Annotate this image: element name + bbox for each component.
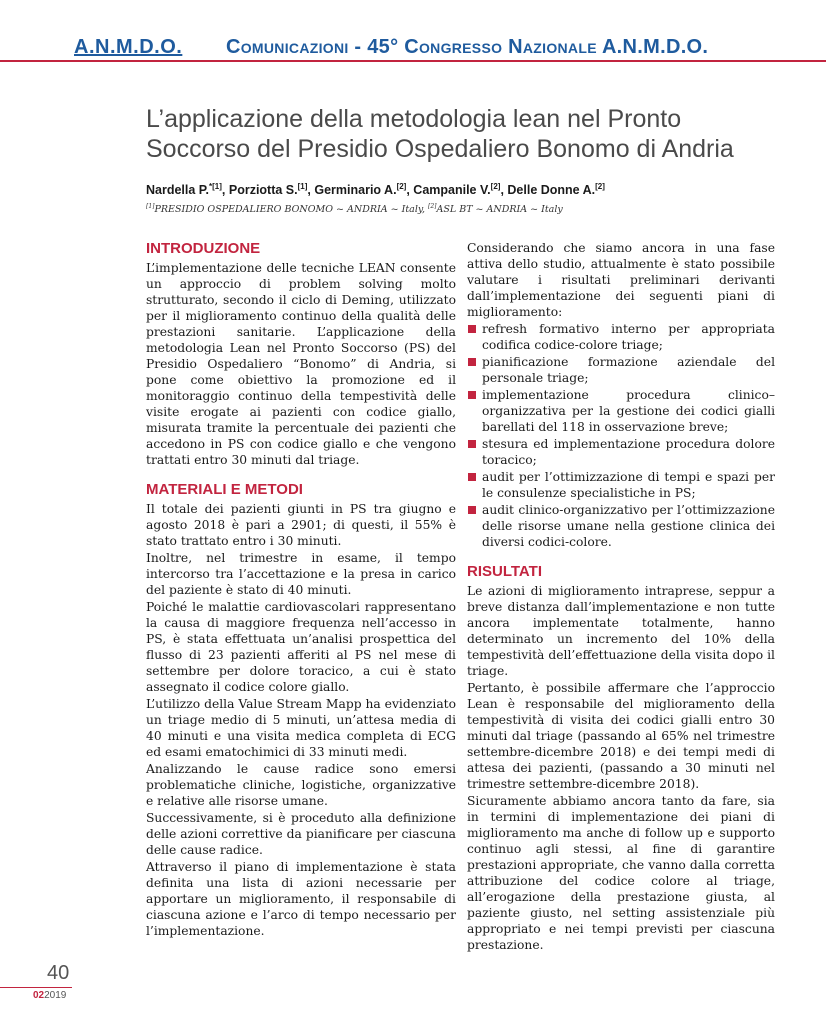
author-separator: ,: [500, 183, 508, 198]
list-item: stesura ed implementazione procedura dolore toracico;: [467, 436, 775, 468]
paragraph: Il totale dei pazienti giunti in PS tra giugno e agosto 2018 è pari a 2901; di questi, il 55% è stato trattato entro i 30 minuti.: [146, 502, 456, 548]
paragraph: L’utilizzo della Value Stream Mapp ha evidenziato un triage medio di 5 minuti, un’attesa media di 40 minuti e una visita medica completa di ECG ed esami ematochimici di 33 minuti medi.: [146, 697, 456, 759]
issue-label: [33, 990, 66, 1001]
section-heading-materiali-metodi: MATERIALI E METODI: [146, 481, 303, 498]
section-heading-risultati: RISULTATI: [467, 563, 542, 580]
paragraph: Pertanto, è possibile affermare che l’approccio Lean è responsabile del miglioramento della tempestività di visita dei codici gialli entro 30 minuti dal triage (passando al 65% nel trimestre settembre-dicembre 2018) e dei tempi medi di attesa dei pazienti, (passando a 30 minuti nel trimestre settembre-dicembre 2018).: [467, 681, 775, 791]
article-title-line-1: L’applicazione della metodologia lean nel Pronto: [146, 105, 682, 133]
author-mark: [2]: [396, 182, 407, 191]
paragraph: Le azioni di miglioramento intraprese, seppur a breve distanza dall’implementazione e non tutte ancora implementate totalmente, hanno determinato un incremento del 10% della tempestività dell’effettuazione della visita dopo il triage.: [467, 584, 775, 678]
header-divider: [0, 60, 826, 62]
affiliation-mark: [2]: [428, 203, 437, 210]
author-mark: [2]: [595, 182, 605, 191]
author-list: [146, 182, 806, 197]
right-column: [467, 240, 775, 954]
list-item: refresh formativo interno per appropriata codifica codice-colore triage;: [467, 321, 775, 353]
affiliation-2: ASL BT ~ ANDRIA ~ Italy: [436, 204, 563, 216]
author-separator: ,: [221, 183, 229, 198]
affiliation-1: PRESIDIO OSPEDALIERO BONOMO ~ ANDRIA ~ Italy,: [154, 204, 429, 216]
author-mark: [1]: [297, 182, 308, 191]
paragraph: Analizzando le cause radice sono emersi problematiche cliniche, logistiche, organizzative e relative alle risorse umane.: [146, 762, 456, 808]
article-title: [146, 104, 796, 164]
issue-number: 02: [33, 990, 45, 1001]
paragraph: Inoltre, nel trimestre in esame, il tempo intercorso tra l’accettazione e la presa in carico del paziente è stato di 40 minuti.: [146, 551, 456, 597]
journal-brand: A.N.M.D.O.: [74, 36, 183, 58]
affiliation-mark: [1]: [146, 203, 155, 210]
page-number: 40: [47, 962, 70, 984]
paragraph: Successivamente, si è proceduto alla definizione delle azioni correttive da pianificare per ciascuna delle cause radice.: [146, 811, 456, 857]
author-name: Campanile V.: [413, 183, 491, 198]
affiliations: [146, 203, 806, 215]
paragraph: Attraverso il piano di implementazione è stata definita una lista di azioni necessarie per apportare un miglioramento, il responsabile di ciascuna azione e l’arco di tempo necessario per l’implementazione.: [146, 860, 456, 938]
list-item: pianificazione formazione aziendale del personale triage;: [467, 354, 775, 386]
paragraph: Considerando che siamo ancora in una fase attiva dello studio, attualmente è stato possibile valutare i risultati preliminari derivanti dall’implementazione dei seguenti piani di miglioramento:: [467, 241, 775, 319]
section-header-title: Comunicazioni - 45° Congresso Nazionale A.N.M.D.O.: [226, 36, 709, 58]
paragraph: Sicuramente abbiamo ancora tanto da fare, sia in termini di implementazione dei piani di miglioramento ma anche di follow up e supporto continuo agli stessi, al fine di garantire prestazioni appropriate, che vanno dalla corretta attribuzione del codice colore al triage, all’erogazione della prestazione giusta, al paziente giusto, nel setting assistenziale più appropriato e nei tempi previsti per ciascuna prestazione.: [467, 794, 775, 952]
list-item: audit per l’ottimizzazione di tempi e spazi per le consulenze specialistiche in PS;: [467, 469, 775, 501]
list-item: implementazione procedura clinico–organizzativa per la gestione dei codici gialli barellati del 118 in osservazione breve;: [467, 387, 775, 435]
list-item: audit clinico-organizzativo per l’ottimizzazione delle risorse umane nella gestione clinica dei diversi codici-colore.: [467, 502, 775, 550]
improvement-plan-list: [467, 321, 775, 550]
author-separator: ,: [406, 183, 414, 198]
author-name: Delle Donne A.: [507, 183, 596, 198]
author-name: Nardella P.: [146, 183, 210, 198]
paragraph: Poiché le malattie cardiovascolari rappresentano la causa di maggiore frequenza nell’accesso in PS, è stata effettuata un’analisi prospettica del flusso di 23 pazienti afferiti al PS nel mese di settembre per dolore toracico, a cui è stato assegnato il codice colore giallo.: [146, 600, 456, 694]
author-separator: ,: [307, 183, 315, 198]
author-mark: *[1]: [209, 182, 222, 191]
footer-divider: [0, 987, 72, 988]
author-name: Porziotta S.: [228, 183, 298, 198]
issue-year: 2019: [44, 990, 67, 1001]
section-heading-introduzione: INTRODUZIONE: [146, 240, 261, 257]
author-mark: [2]: [490, 182, 501, 191]
article-title-line-2: Soccorso del Presidio Ospedaliero Bonomo di Andria: [146, 135, 734, 163]
left-column: [146, 240, 456, 940]
paragraph: L’implementazione delle tecniche LEAN consente un approccio di problem solving molto strutturato, secondo il ciclo di Deming, utilizzato per il miglioramento continuo della qualità delle prestazioni sanitarie. L’applicazione della metodologia Lean nel Pronto Soccorso (PS) del Presidio Ospedaliero “Bonomo” di Andria, si pone come obiettivo la promozione ed il monitoraggio continuo della tempestività delle visite erogate ai pazienti con codice giallo, misurata tramite la percentuale dei pazienti che accedono in PS con codice giallo e che vengono trattati entro 30 minuti dal triage.: [146, 261, 456, 467]
author-name: Germinario A.: [314, 183, 397, 198]
